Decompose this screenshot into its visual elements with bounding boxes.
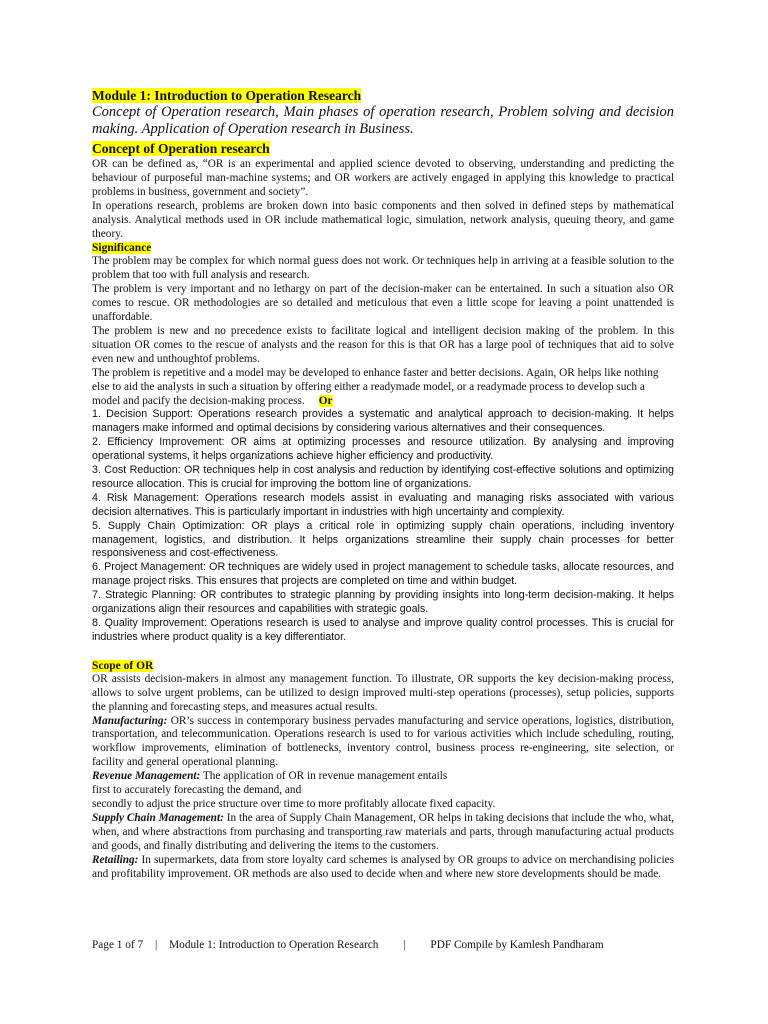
scope-intro: OR assists decision-makers in almost any management function. To illustrate, OR supports the key decision-making process, allows to solve urgent problems, can be utilized to design improved multi-step operations (processes), setup policies, supports the planning and forecasting steps, and measures actual results. xyxy=(92,672,674,713)
significance-heading: Significance xyxy=(92,242,152,255)
page-footer xyxy=(92,938,692,952)
footer-separator: | xyxy=(403,939,406,951)
significance-item: The problem is new and no precedence exists to facilitate logical and intelligent decision making of the problem. In this situation OR comes to the rescue of analysts and the reason for this is that OR has a large pool of techniques that aid to solve even new and unthoughtof problems. xyxy=(92,324,674,365)
scope-heading: Scope of OR xyxy=(92,659,154,672)
numbered-item: 6. Project Management: OR techniques are widely used in project management to schedule tasks, allocate resources, and manage project risks. This ensures that projects are completed on time and within budget. xyxy=(92,561,674,588)
document-page xyxy=(92,88,674,881)
scope-manufacturing: Manufacturing: OR’s success in contemporary business pervades manufacturing and service operations, logistics, distribution, transportation, and telecommunication. Operations research is used to for various activities which include scheduling, routing, workflow improvements, elimination of bottlenecks, inventory control, business process re-engineering, site selection, or facility and general operational planning. xyxy=(92,714,674,769)
footer-compiler: PDF Compile by Kamlesh Pandharam xyxy=(430,939,604,951)
significance-item: The problem may be complex for which normal guess does not work. Or techniques help in arriving at a feasible solution to the problem that too with full analysis and research. xyxy=(92,255,674,282)
scope-supply-chain: Supply Chain Management: In the area of Supply Chain Management, OR helps in taking decisions that include the who, what, when, and where abstractions from purchasing and transporting raw materials and parts, through manufacturing actual products and goods, and finally distributing and delivering the items to the customers. xyxy=(92,811,674,852)
numbered-item: 8. Quality Improvement: Operations research is used to analyse and improve quality control processes. This is crucial for industries where product quality is a key differentiator. xyxy=(92,617,674,643)
numbered-item: 2. Efficiency Improvement: OR aims at optimizing processes and resource utilization. By analysing and improving operational systems, it helps organizations achieve higher efficiency and productivity. xyxy=(92,436,674,463)
numbered-item: 3. Cost Reduction: OR techniques help in cost analysis and reduction by identifying cost-effective solutions and optimizing resource allocation. This is crucial for improving the bottom line of organizations. xyxy=(92,464,674,490)
concept-heading: Concept of Operation research xyxy=(92,141,270,156)
section-spacer xyxy=(92,645,674,659)
numbered-item: 7. Strategic Planning: OR contributes to strategic planning by providing insights into long-term decision-making. It helps organizations align their resources and capabilities with strategic goals. xyxy=(92,589,674,616)
page-number: Page 1 of 7 xyxy=(92,939,144,951)
module-subtitle: Concept of Operation research, Main phases of operation research, Problem solving and decision making. Application of Operation research in Business. xyxy=(92,104,674,137)
numbered-item: 4. Risk Management: Operations research models assist in evaluating and managing risks associated with various decision alternatives. This is particularly important in industries with high uncertainty and complexity. xyxy=(92,491,674,518)
module-title: Module 1: Introduction to Operation Research xyxy=(92,88,362,103)
scope-revenue-line-3: secondly to adjust the price structure over time to more profitably allocate fixed capacity. xyxy=(92,797,496,810)
concept-paragraph-2: In operations research, problems are broken down into basic components and then solved in defined steps by mathematical analysis. Analytical methods used in OR include mathematical logic, simulation, network analysis, queuing theory, and game theory. xyxy=(92,199,674,240)
footer-separator: | xyxy=(155,939,158,951)
scope-retailing: Retailing: In supermarkets, data from store loyalty card schemes is analysed by OR groups to advice on merchandising policies and profitability improvement. OR methods are also used to decide when and where new store developments should be made. xyxy=(92,853,674,880)
significance-item-last: The problem is repetitive and a model may be developed to enhance faster and better decisions. Again, OR helps like nothing else to aid the analysts in such a situation by offering either a readymade model, or a readymade process to develop such a model and pacify the decision-making process. Or xyxy=(92,366,659,407)
concept-paragraph-1: OR can be defined as, “OR is an experimental and applied science devoted to observing, understanding and predicting the behaviour of purposeful man-machine systems; and OR workers are actively engaged in applying this knowledge to practical problems in business, government and society”. xyxy=(92,158,674,198)
footer-module: Module 1: Introduction to Operation Research xyxy=(169,939,379,951)
scope-revenue: Revenue Management: The application of OR in revenue management entails xyxy=(92,770,448,783)
scope-revenue-line-2: first to accurately forecasting the demand, and xyxy=(92,784,302,797)
numbered-item: 5. Supply Chain Optimization: OR plays a critical role in optimizing supply chain operations, including inventory management, logistics, and distribution. It helps organizations streamline their supply chain processes for better responsiveness and cost-effectiveness. xyxy=(92,519,674,560)
numbered-item: 1. Decision Support: Operations research provides a systematic and analytical approach to decision-making. It helps managers make informed and optimal decisions by considering various alternatives and their consequences. xyxy=(92,408,674,435)
or-label: Or xyxy=(318,394,333,407)
significance-item: The problem is very important and no lethargy on part of the decision-maker can be entertained. In such a situation also OR comes to rescue. OR methodologies are so detailed and meticulous that even a little scope for leaving a point unattended is unaffordable. xyxy=(92,283,674,324)
